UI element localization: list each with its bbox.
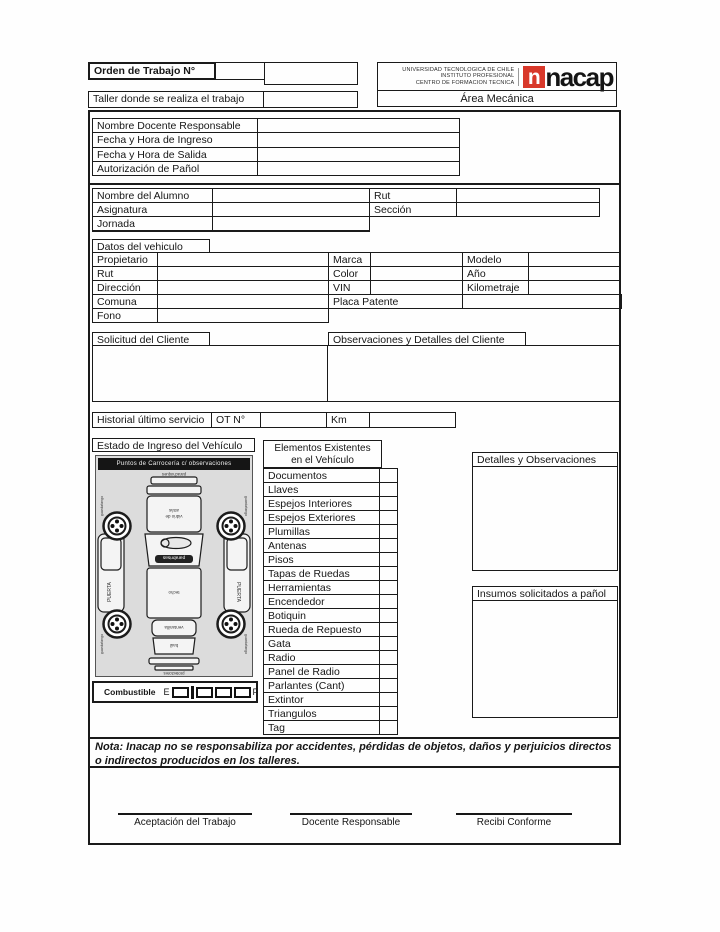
area-label: Área Mecánica bbox=[377, 90, 617, 107]
jornada-field[interactable] bbox=[212, 216, 370, 232]
seccion-field[interactable] bbox=[456, 202, 600, 217]
wheel-icon bbox=[218, 513, 245, 540]
seccion-label: Sección bbox=[369, 202, 457, 217]
elementos-title: Elementos Existentes en el Vehículo bbox=[263, 440, 382, 468]
vehiculo-label: Propietario bbox=[92, 252, 158, 267]
insumos-box[interactable] bbox=[472, 600, 618, 718]
fuel-cells bbox=[172, 686, 251, 699]
table-row bbox=[92, 118, 460, 133]
alumno-table bbox=[92, 188, 600, 228]
table-row bbox=[92, 266, 622, 281]
observaciones-box[interactable] bbox=[327, 345, 621, 402]
ot-field[interactable] bbox=[260, 412, 327, 428]
checkbox[interactable] bbox=[379, 566, 398, 581]
docente-field[interactable] bbox=[257, 118, 460, 133]
vehiculo-table bbox=[92, 252, 622, 320]
detalles-title: Detalles y Observaciones bbox=[472, 452, 618, 467]
table-row bbox=[92, 202, 600, 217]
docente-field[interactable] bbox=[257, 132, 460, 147]
docente-table bbox=[92, 118, 460, 176]
order-number-field[interactable] bbox=[215, 62, 265, 80]
solicitud-title: Solicitud del Cliente bbox=[92, 332, 210, 346]
insumos-title: Insumos solicitados a pañol bbox=[472, 586, 618, 601]
list-item: Documentos bbox=[263, 468, 398, 483]
vehiculo-label: Fono bbox=[92, 308, 158, 323]
car-diagram bbox=[97, 472, 251, 676]
signature-label: Aceptación del Trabajo bbox=[134, 817, 236, 828]
svg-text:techo: techo bbox=[168, 590, 180, 595]
list-item: Plumillas bbox=[263, 524, 398, 539]
list-item: Parlantes (Cant) bbox=[263, 678, 398, 693]
docente-label: Fecha y Hora de Salida bbox=[92, 147, 258, 162]
table-row bbox=[92, 216, 600, 232]
alumno-rut-label: Rut bbox=[369, 188, 457, 203]
table-row bbox=[92, 161, 460, 176]
fuel-cell[interactable] bbox=[172, 687, 189, 698]
table-row bbox=[92, 147, 460, 162]
signature-section bbox=[88, 766, 621, 845]
vehiculo-label: Color bbox=[328, 266, 371, 281]
checkbox[interactable] bbox=[379, 650, 398, 665]
list-item: Tapas de Ruedas bbox=[263, 566, 398, 581]
placa-label: Placa Patente bbox=[328, 294, 463, 309]
svg-text:ventanilla: ventanilla bbox=[164, 625, 184, 630]
table-row bbox=[92, 294, 622, 309]
list-item: Encendedor bbox=[263, 594, 398, 609]
vehiculo-field[interactable] bbox=[528, 280, 621, 295]
list-item: Triangulos bbox=[263, 706, 398, 721]
vehiculo-label: Año bbox=[462, 266, 529, 281]
svg-text:atrás: atrás bbox=[168, 508, 180, 513]
fuel-cell[interactable] bbox=[215, 687, 232, 698]
list-item: Rueda de Repuesto bbox=[263, 622, 398, 637]
vehiculo-field[interactable] bbox=[157, 280, 329, 295]
fuel-full-label: F bbox=[252, 687, 258, 697]
observaciones-title: Observaciones y Detalles del Cliente bbox=[328, 332, 526, 346]
list-item: Extintor bbox=[263, 692, 398, 707]
list-item: Botiquin bbox=[263, 608, 398, 623]
fuel-label: Combustible bbox=[104, 687, 156, 697]
asignatura-field[interactable] bbox=[212, 202, 370, 217]
checkbox[interactable] bbox=[379, 664, 398, 679]
svg-text:baúl: baúl bbox=[169, 643, 179, 648]
wheel-icon bbox=[104, 611, 131, 638]
detalles-box[interactable] bbox=[472, 466, 618, 571]
list-item: Herramientas bbox=[263, 580, 398, 595]
checkbox[interactable] bbox=[379, 496, 398, 511]
vehiculo-field[interactable] bbox=[370, 266, 463, 281]
checkbox[interactable] bbox=[379, 706, 398, 721]
docente-label: Nombre Docente Responsable bbox=[92, 118, 258, 133]
vehiculo-field[interactable] bbox=[157, 294, 329, 309]
svg-text:PUERTA: PUERTA bbox=[107, 582, 113, 602]
taller-field[interactable] bbox=[263, 91, 358, 108]
elementos-checklist bbox=[263, 468, 398, 734]
list-item: Gata bbox=[263, 636, 398, 651]
vehiculo-title: Datos del vehiculo bbox=[92, 239, 210, 253]
vehiculo-field[interactable] bbox=[157, 266, 329, 281]
inacap-logo-text: nacap bbox=[545, 61, 613, 92]
logo-divider bbox=[518, 68, 519, 86]
asignatura-label: Asignatura bbox=[92, 202, 213, 217]
vehiculo-label: Comuna bbox=[92, 294, 158, 309]
university-text: UNIVERSIDAD TECNOLOGICA DE CHILE INSTITUTO PROFESIONAL CENTRO DE FORMACION TECNICA bbox=[402, 66, 515, 86]
svg-text:PUERTA: PUERTA bbox=[235, 582, 241, 602]
fuel-marker bbox=[191, 686, 194, 699]
checkbox[interactable] bbox=[379, 622, 398, 637]
placa-field[interactable] bbox=[462, 294, 622, 309]
checkbox[interactable] bbox=[379, 468, 398, 483]
nota-text: Nota: Inacap no se responsabiliza por accidentes, pérdidas de objetos, daños y perjuicios directos o indirectos producidos en los talleres. bbox=[88, 737, 621, 768]
svg-text:parabrisas: parabrisas bbox=[162, 554, 186, 560]
list-item: Antenas bbox=[263, 538, 398, 553]
wheel-icon bbox=[218, 611, 245, 638]
order-number-field-2[interactable] bbox=[264, 62, 358, 85]
docente-label: Autorización de Pañol bbox=[92, 161, 258, 176]
fuel-gauge bbox=[92, 681, 258, 703]
checkbox[interactable] bbox=[379, 720, 398, 735]
table-row bbox=[92, 132, 460, 147]
inacap-logo-icon: n bbox=[523, 66, 545, 88]
checkbox[interactable] bbox=[379, 510, 398, 525]
svg-text:guardafango: guardafango bbox=[100, 495, 104, 517]
order-number-label: Orden de Trabajo N° bbox=[88, 62, 216, 80]
jornada-label: Jornada bbox=[92, 216, 213, 232]
checkbox[interactable] bbox=[379, 552, 398, 567]
docente-label: Fecha y Hora de Ingreso bbox=[92, 132, 258, 147]
checkbox[interactable] bbox=[379, 594, 398, 609]
svg-text:parachoques: parachoques bbox=[161, 472, 187, 477]
list-item: Espejos Interiores bbox=[263, 496, 398, 511]
institution-header bbox=[377, 62, 617, 91]
inacap-logo bbox=[523, 61, 613, 92]
checkbox[interactable] bbox=[379, 538, 398, 553]
alumno-nombre-field[interactable] bbox=[212, 188, 370, 203]
historial-label: Historial último servicio bbox=[92, 412, 212, 428]
checkbox[interactable] bbox=[379, 692, 398, 707]
vehiculo-label: Rut bbox=[92, 266, 158, 281]
table-row bbox=[92, 188, 600, 203]
list-item: Pisos bbox=[263, 552, 398, 567]
vehiculo-label: VIN bbox=[328, 280, 371, 295]
section-divider bbox=[88, 183, 621, 185]
checkbox[interactable] bbox=[379, 608, 398, 623]
vehiculo-label: Marca bbox=[328, 252, 371, 267]
km-label: Km bbox=[326, 412, 370, 428]
solicitud-box[interactable] bbox=[92, 345, 328, 402]
table-row bbox=[92, 252, 622, 267]
signature-label: Recibi Conforme bbox=[476, 817, 552, 828]
fuel-empty-label: E bbox=[163, 687, 170, 697]
svg-text:guardafango: guardafango bbox=[100, 633, 104, 655]
svg-text:protectores: protectores bbox=[163, 671, 185, 676]
signature-label: Docente Responsable bbox=[301, 817, 401, 828]
checkbox[interactable] bbox=[379, 524, 398, 539]
svg-text:guardafango: guardafango bbox=[244, 633, 248, 655]
docente-field[interactable] bbox=[257, 147, 460, 162]
list-item: Tag bbox=[263, 720, 398, 735]
table-row bbox=[92, 308, 622, 323]
vehiculo-field[interactable] bbox=[370, 252, 463, 267]
estado-title: Estado de Ingreso del Vehículo bbox=[92, 438, 255, 452]
vehiculo-field[interactable] bbox=[157, 308, 329, 323]
vehiculo-label: Modelo bbox=[462, 252, 529, 267]
taller-label: Taller donde se realiza el trabajo bbox=[88, 91, 264, 108]
historial-row bbox=[92, 412, 456, 428]
svg-text:guardafango: guardafango bbox=[244, 495, 248, 517]
list-item: Radio bbox=[263, 650, 398, 665]
car-diagram-banner: Puntos de Carrocería c/ observaciones bbox=[98, 458, 250, 470]
fuel-cell[interactable] bbox=[196, 687, 213, 698]
ot-label: OT N° bbox=[211, 412, 261, 428]
checkbox[interactable] bbox=[379, 636, 398, 651]
svg-text:vidrio de: vidrio de bbox=[165, 514, 183, 519]
vehiculo-label: Kilometraje bbox=[462, 280, 529, 295]
alumno-nombre-label: Nombre del Alumno bbox=[92, 188, 213, 203]
km-field[interactable] bbox=[369, 412, 456, 428]
wheel-icon bbox=[104, 513, 131, 540]
list-item: Llaves bbox=[263, 482, 398, 497]
car-diagram-panel bbox=[95, 455, 253, 677]
list-item: Panel de Radio bbox=[263, 664, 398, 679]
fuel-cell[interactable] bbox=[234, 687, 251, 698]
alumno-rut-field[interactable] bbox=[456, 188, 600, 203]
list-item: Espejos Exteriores bbox=[263, 510, 398, 525]
vehiculo-field[interactable] bbox=[528, 252, 621, 267]
vehiculo-field[interactable] bbox=[528, 266, 621, 281]
vehiculo-field[interactable] bbox=[157, 252, 329, 267]
checkbox[interactable] bbox=[379, 580, 398, 595]
checkbox[interactable] bbox=[379, 482, 398, 497]
docente-field[interactable] bbox=[257, 161, 460, 176]
vehiculo-field[interactable] bbox=[370, 280, 463, 295]
vehiculo-label: Dirección bbox=[92, 280, 158, 295]
checkbox[interactable] bbox=[379, 678, 398, 693]
table-row bbox=[92, 280, 622, 295]
